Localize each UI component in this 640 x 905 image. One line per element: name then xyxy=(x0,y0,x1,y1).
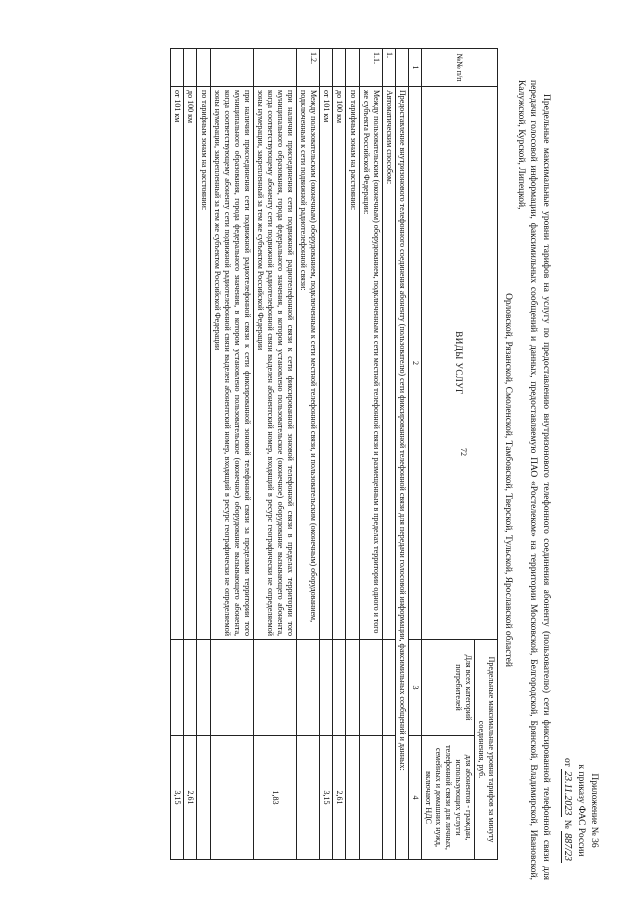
annex-from-label: от xyxy=(562,757,572,767)
index-cell: 4 xyxy=(409,736,422,860)
row-number: 1.1. xyxy=(360,49,383,87)
table-row xyxy=(254,49,297,860)
row-value-all xyxy=(346,640,360,736)
annex-title: Приложение № 36 xyxy=(589,773,599,848)
row-value-citizens: 2,61 xyxy=(184,736,197,860)
row-number xyxy=(211,49,254,87)
header-services-col: ВИДЫ УСЛУГ xyxy=(422,87,498,640)
row-value-all xyxy=(184,640,197,736)
row-number xyxy=(320,49,333,87)
table-index-row xyxy=(409,49,422,860)
row-number xyxy=(346,49,360,87)
header-rates-group: Предельные максимальные уровни тарифов за минуту соединения, руб. xyxy=(475,640,498,860)
row-value-all xyxy=(211,640,254,736)
table-row xyxy=(320,49,333,860)
row-value-all xyxy=(254,640,297,736)
row-text: до 100 км xyxy=(333,87,346,640)
row-text: при наличии присоединения сети подвижной радиотелефонной связи к сети фиксированной зоновой телефонной связи в пределах территории того муниципального образования, города федерального значения, в котором установлено пользовательское (оконечное) оборудование вызывающего абонента, когда соответствующему абоненту сети подвижной радиотелефонной связи выделен абонентский номер, входящий в ресурс географически не определяемой зоны нумерации, закрепленный за тем же субъектом Российской Федерации xyxy=(254,87,297,640)
header-col-citizens: для абонентов - граждан, использующих услуги телефонной связи для личных, семейных и домашних нужд, включают НДС xyxy=(422,736,475,860)
row-value-citizens xyxy=(211,736,254,860)
row-text: Между пользовательским (оконечным) оборудованием, подключенным к сети местной телефонной связи, и пользовательским (оконечным) оборудованием, подключенным к сети подвижной радиотелефонной связи: xyxy=(297,87,320,640)
row-value-citizens: 1,83 xyxy=(254,736,297,860)
table-row xyxy=(297,49,320,860)
row-value-citizens xyxy=(197,736,211,860)
table-row xyxy=(383,49,396,860)
row-number xyxy=(333,49,346,87)
table-row xyxy=(333,49,346,860)
row-text: от 101 км xyxy=(320,87,333,640)
row-number xyxy=(171,49,184,87)
header-num-col: №№ п/п xyxy=(422,49,498,87)
table-row xyxy=(211,49,254,860)
row-value-all xyxy=(383,640,396,736)
row-value-citizens: 3,15 xyxy=(171,736,184,860)
row-text: Между пользовательским (оконечным) оборудованием, подключенным к сети местной телефонной связи и размещенным в пределах территории одного и того же субъекта Российской Федерации: xyxy=(360,87,383,640)
row-text: Предоставление внутризонового телефонного соединения абоненту (пользователю) сети фиксированной телефонной связи для передачи голосовой информации, факсимильных сообщений и данных: xyxy=(396,87,409,860)
table-row xyxy=(360,49,383,860)
row-value-all xyxy=(171,640,184,736)
annex-order-ref: к приказу ФАС России xyxy=(576,764,586,857)
row-text: при наличии присоединения сети подвижной радиотелефонной связи к сети фиксированной зоновой телефонной связи за пределами территории того муниципального образования, города федерального значения, в котором установлено пользовательское (оконечное) оборудование вызывающего абонента, когда соответствующему абоненту сети подвижной радиотелефонной связи выделен абонентский номер, входящий в ресурс географически не определяемой зоны нумерации, закрепленный за тем же субъектом Российской Федерации xyxy=(211,87,254,640)
document-title xyxy=(502,80,552,880)
row-value-citizens xyxy=(360,736,383,860)
index-cell: 1 xyxy=(409,49,422,87)
annex-block xyxy=(560,758,600,863)
row-value-citizens xyxy=(383,736,396,860)
row-value-citizens xyxy=(297,736,320,860)
row-text: Автоматическим способом: xyxy=(383,87,396,640)
row-value-citizens: 3,15 xyxy=(320,736,333,860)
row-text: до 100 км xyxy=(184,87,197,640)
row-value-all xyxy=(360,640,383,736)
annex-number: 887/23 xyxy=(562,833,573,861)
tariff-table xyxy=(170,48,498,860)
row-value-all xyxy=(297,640,320,736)
row-value-citizens xyxy=(346,736,360,860)
row-number xyxy=(254,49,297,87)
table-row xyxy=(171,49,184,860)
row-number xyxy=(184,49,197,87)
row-number xyxy=(396,49,409,87)
row-value-all xyxy=(320,640,333,736)
table-row xyxy=(197,49,211,860)
table-row xyxy=(346,49,360,860)
row-text: по тарифным зонам на расстоянии: xyxy=(346,87,360,640)
document-title-last-line: Орловской, Рязанской, Смоленской, Тамбовской, Тверской, Тульской, Ярославской областей xyxy=(503,293,514,667)
table-row xyxy=(396,49,409,860)
row-text: от 101 км xyxy=(171,87,184,640)
header-col-all: Для всех категорий потребителей xyxy=(422,640,475,736)
row-value-citizens: 2,61 xyxy=(333,736,346,860)
row-value-all xyxy=(197,640,211,736)
table-row xyxy=(184,49,197,860)
annex-number-label: № xyxy=(562,819,572,829)
table-header-row xyxy=(475,49,498,860)
index-cell: 2 xyxy=(409,87,422,640)
row-text: по тарифным зонам на расстоянии: xyxy=(197,87,211,640)
document-title-main: Предельные максимальные уровни тарифов на услугу по предоставлению внутризонового телефонного соединения абоненту (пользователю) сети фиксированной телефонной связи для передачи голосовой информации, факсимильных сообщений и данных, предоставляемую ПАО «Ростелеком» на территории Московской, Белгородской, Брянской, Владимирской, Ивановской, Калужской, Курской, Липецкой, xyxy=(516,80,551,880)
row-number xyxy=(197,49,211,87)
annex-date: 23.11.2023 xyxy=(562,771,573,816)
row-number: 1. xyxy=(383,49,396,87)
row-number: 1.2. xyxy=(297,49,320,87)
row-value-all xyxy=(333,640,346,736)
annex-date-line xyxy=(560,758,574,863)
page-number: 72 xyxy=(459,448,468,456)
index-cell: 3 xyxy=(409,640,422,736)
